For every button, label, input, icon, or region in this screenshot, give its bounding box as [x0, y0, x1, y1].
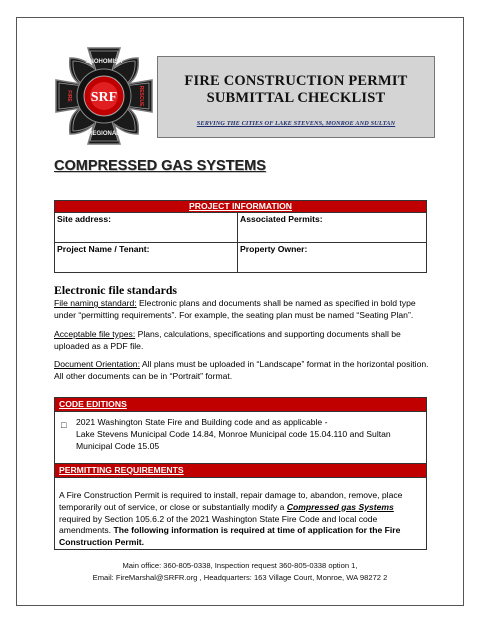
electronic-standards-heading: Electronic file standards	[54, 283, 177, 297]
logo-left-text: FIRE	[66, 90, 72, 102]
naming-standard-text: Electronic plans and documents shall be named as specified in bold type under “permitting requirements”. For example, the seating plan must be named “Seating Plan”.	[54, 298, 416, 320]
permitting-paragraph	[59, 490, 423, 549]
logo-top-text: SNOHOMISH	[85, 59, 123, 65]
permitting-text-d: The following information is required at time of application for the Fire Construction Permit.	[59, 525, 401, 548]
code-editions-header	[55, 398, 426, 411]
footer-line-2: Email: FireMarshal@SRFR.org , Headquarters: 163 Village Court, Monroe, WA 98272 2	[92, 573, 388, 582]
project-info-header: PROJECT INFORMATION	[55, 201, 427, 213]
orientation-paragraph	[54, 359, 434, 383]
footer-line-1: Main office: 360-805-0338, Inspection request 360-805-0338 option 1,	[122, 561, 358, 570]
requirements-box	[54, 397, 427, 550]
divider	[55, 477, 426, 478]
title-line-2: SUBMITTAL CHECKLIST	[206, 90, 386, 106]
project-info-table	[54, 200, 427, 273]
title-box	[157, 56, 435, 138]
site-address-field[interactable]: Site address:	[55, 213, 238, 243]
permitting-header	[55, 464, 426, 477]
logo-bottom-text: REGIONAL	[88, 131, 120, 137]
code-editions-header-text: CODE EDITIONS	[59, 399, 127, 409]
section-title: COMPRESSED GAS SYSTEMS	[54, 158, 266, 174]
project-name-field[interactable]: Project Name / Tenant:	[55, 243, 238, 273]
permitting-text-c: required by Section 105.6.2 of the 2021 Washington State Fire Code and local code amendments.	[59, 513, 378, 536]
file-types-paragraph	[54, 329, 434, 353]
fire-department-logo-icon	[52, 46, 156, 146]
orientation-label: Document Orientation:	[54, 359, 140, 369]
associated-permits-field[interactable]: Associated Permits:	[238, 213, 427, 243]
code-editions-line-3: Municipal Code 15.05	[76, 440, 160, 451]
property-owner-field[interactable]: Property Owner:	[238, 243, 427, 273]
code-editions-line-1: 2021 Washington State Fire and Building code and as applicable -	[76, 417, 328, 427]
logo-right-text: RESCUE	[138, 85, 144, 107]
logo-center-text: SRF	[90, 90, 118, 105]
permitting-header-text: PERMITTING REQUIREMENTS	[59, 465, 184, 475]
naming-standard-paragraph	[54, 298, 434, 322]
permitting-system-name: Compressed gas Systems	[286, 501, 394, 512]
file-types-text: Plans, calculations, specifications and supporting documents shall be uploaded as a PDF file.	[54, 329, 401, 351]
title-line-1: FIRE CONSTRUCTION PERMIT	[184, 73, 408, 89]
orientation-text: All plans must be uploaded in “Landscape” format in the horizontal position. All other documents can be in “Portrait” format.	[54, 359, 429, 381]
file-types-label: Acceptable file types:	[54, 329, 136, 339]
code-editions-text	[76, 417, 421, 452]
permitting-text-a: A Fire Construction Permit is required to install, repair damage to, abandon, remove, place temporarily out of service, or close or substantially modify a	[59, 490, 403, 512]
code-editions-line-2: Lake Stevens Municipal Code 14.84, Monroe Municipal code 15.04.110 and Sultan	[76, 428, 391, 439]
subtitle: SERVING THE CITIES OF LAKE STEVENS, MONROE AND SULTAN	[196, 120, 396, 127]
naming-standard-label: File naming standard:	[54, 298, 137, 308]
divider	[55, 411, 426, 412]
code-editions-checkbox[interactable]: □	[61, 420, 67, 430]
